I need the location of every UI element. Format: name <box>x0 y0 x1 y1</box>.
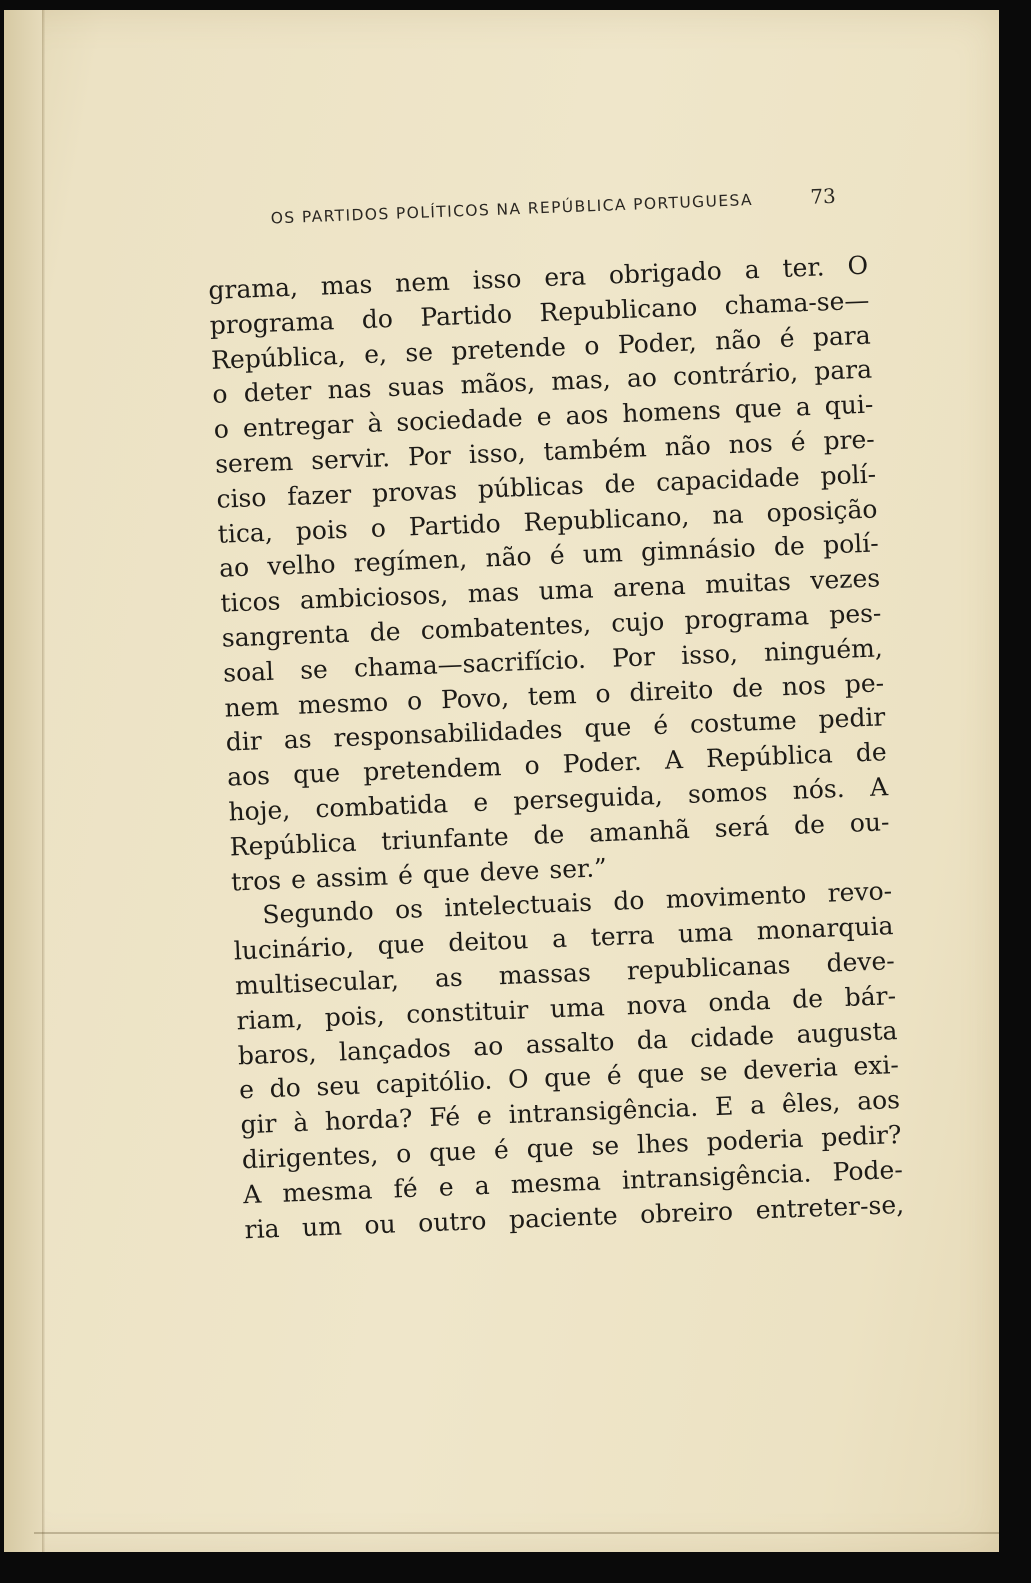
word: se <box>699 1056 729 1087</box>
word: serem <box>214 446 294 479</box>
word: nova <box>625 988 688 1021</box>
word: lucinário, <box>233 931 355 966</box>
word: nos <box>781 670 827 701</box>
word: é <box>606 1060 623 1091</box>
word: o <box>395 1138 412 1169</box>
word: nos <box>728 428 774 460</box>
word: O <box>846 250 869 281</box>
word: entregar <box>242 409 354 443</box>
word: homens <box>621 395 722 429</box>
word: isso, <box>468 437 527 470</box>
word: Povo, <box>440 682 510 714</box>
word: bár- <box>844 980 897 1012</box>
word: terra <box>590 920 655 952</box>
word: pedir <box>818 702 886 735</box>
word: à <box>366 408 383 439</box>
word: na <box>711 499 744 530</box>
word: um <box>301 1211 343 1242</box>
word: A <box>869 772 889 802</box>
word: é <box>652 710 669 741</box>
word: ser.” <box>548 852 608 884</box>
word: não <box>664 430 712 462</box>
word: assim <box>315 861 389 893</box>
running-title: OS PARTIDOS POLÍTICOS NA REPÚBLICA PORTUGUESA <box>270 190 754 228</box>
word: e <box>536 402 553 432</box>
word: gimnásio <box>640 533 757 567</box>
word: ambiciosos, <box>299 580 449 615</box>
word: riam, <box>235 1003 304 1036</box>
word: ria <box>243 1213 280 1244</box>
word: combatentes, <box>420 609 592 645</box>
word: perseguida, <box>512 780 664 816</box>
word: servir. <box>310 443 391 476</box>
word: também <box>542 433 648 467</box>
word: uma <box>538 574 594 606</box>
word: a <box>795 392 812 422</box>
word: pe- <box>844 667 885 699</box>
word: combatida <box>314 789 449 824</box>
word: Republicano <box>538 291 698 328</box>
word: é <box>397 860 414 890</box>
word: e <box>438 1171 455 1202</box>
word: amanhã <box>588 814 691 848</box>
word: que <box>734 393 783 424</box>
word: nem <box>223 691 280 723</box>
word: República <box>705 739 834 774</box>
word: responsabilidades <box>332 715 563 753</box>
body-text <box>208 249 905 1248</box>
word: paciente <box>508 1200 619 1234</box>
word: pretende <box>450 331 567 366</box>
word: do <box>361 303 394 334</box>
word: nas <box>327 374 372 405</box>
word: deve- <box>825 946 896 978</box>
word: e <box>472 787 489 818</box>
word: mesma <box>281 1175 373 1208</box>
word: da <box>636 1024 669 1055</box>
word: A <box>242 1179 262 1209</box>
word: e <box>476 1100 493 1131</box>
word: de <box>855 737 888 768</box>
word: ter. <box>782 252 826 283</box>
word: ninguém, <box>763 633 884 667</box>
word: obrigado <box>608 256 723 290</box>
word: o <box>583 330 600 361</box>
word: mas, <box>550 364 612 397</box>
word: será <box>714 811 770 843</box>
word: sociedade <box>395 403 524 437</box>
word: as <box>283 724 313 755</box>
word: isso <box>472 263 522 295</box>
word: as <box>434 962 464 993</box>
word: a <box>474 1170 491 1201</box>
word: o <box>406 685 423 716</box>
word: que <box>377 929 426 961</box>
word: República <box>229 827 357 862</box>
word: soal <box>222 656 275 688</box>
word: exi- <box>852 1050 900 1082</box>
word: mesma <box>510 1166 602 1199</box>
word: nós. <box>792 773 846 805</box>
word: é <box>493 1134 510 1165</box>
word: intransigência. <box>508 1092 699 1130</box>
word: Segundo <box>261 896 375 930</box>
word: assalto <box>525 1026 615 1059</box>
word: mas <box>467 577 520 609</box>
word: chama—sacrifício. <box>353 644 587 683</box>
word: Pode- <box>832 1154 904 1187</box>
word: um <box>582 538 624 570</box>
word: arena <box>612 571 687 603</box>
word: provas <box>371 475 458 508</box>
word: somos <box>687 776 768 809</box>
word: mãos, <box>460 367 536 400</box>
word: horda? <box>324 1103 414 1137</box>
word: de <box>793 809 826 840</box>
word: deter <box>243 376 312 409</box>
word: é <box>779 323 795 353</box>
word: República, <box>210 340 347 375</box>
word: deve <box>479 855 540 887</box>
word: à <box>292 1107 309 1138</box>
word: o <box>594 678 611 708</box>
word: intransigência. <box>621 1158 812 1195</box>
word: uma <box>549 991 606 1024</box>
word: de <box>369 616 402 647</box>
word: muitas <box>704 566 792 600</box>
word: cidade <box>689 1020 775 1053</box>
word: para <box>812 320 872 352</box>
word: A <box>664 745 684 775</box>
word: a <box>749 1090 766 1120</box>
word: deitou <box>447 925 529 958</box>
word: é <box>549 540 566 571</box>
text-block <box>205 175 905 1248</box>
word: uma <box>677 917 734 949</box>
word: fé <box>392 1173 419 1204</box>
word: dirigentes, <box>241 1139 379 1175</box>
word: que <box>636 1058 685 1090</box>
word: vezes <box>809 563 881 596</box>
word: suas <box>387 371 445 403</box>
word: e, <box>363 338 388 369</box>
word: se <box>404 336 434 368</box>
word: baros, <box>237 1037 318 1070</box>
word: O <box>507 1064 530 1095</box>
word: hoje, <box>227 795 291 827</box>
word: Por <box>407 440 452 472</box>
word: entreter-se, <box>755 1189 905 1225</box>
word: obreiro <box>639 1196 734 1229</box>
word: aos <box>856 1085 901 1116</box>
word: ticos <box>219 586 281 618</box>
word: pois <box>295 514 349 546</box>
word: que <box>428 1136 477 1168</box>
word: outro <box>417 1205 487 1238</box>
word: pedir? <box>820 1119 902 1152</box>
word: cujo <box>610 606 665 638</box>
word: de <box>731 672 764 703</box>
word: seu <box>315 1071 361 1102</box>
word: Partido <box>408 508 502 541</box>
word: programa <box>683 601 810 635</box>
word: contrário, <box>672 357 799 392</box>
word: pois, <box>324 1000 386 1032</box>
word: augusta <box>795 1015 898 1049</box>
word: o <box>211 379 229 410</box>
word: Partido <box>419 299 513 332</box>
word: Fé <box>428 1102 461 1133</box>
word: de <box>603 468 636 499</box>
word: grama, <box>207 272 299 305</box>
word: isso, <box>680 638 739 670</box>
word: e <box>290 864 307 894</box>
word: de <box>791 983 824 1014</box>
word: aos <box>226 761 271 792</box>
word: Poder. <box>562 746 643 779</box>
word: é <box>790 427 807 457</box>
word: tica, <box>217 517 274 549</box>
word: se <box>590 1130 620 1161</box>
word: qui- <box>824 389 874 421</box>
word: velho <box>266 549 337 582</box>
word: regímen, <box>353 544 468 578</box>
word: que <box>583 712 632 744</box>
word: que <box>543 1062 592 1093</box>
word: de <box>773 531 806 562</box>
word: ou- <box>849 806 890 838</box>
word: onda <box>707 985 771 1017</box>
word: do <box>269 1073 302 1104</box>
word: Republicano, <box>523 501 690 537</box>
word: de <box>532 819 565 850</box>
word: que <box>526 1132 575 1164</box>
word: tros <box>230 865 282 897</box>
word: Poder, <box>617 326 698 359</box>
word: revo- <box>827 876 893 908</box>
word: do <box>612 886 645 917</box>
word: aos <box>564 399 609 431</box>
word: tem <box>527 679 577 711</box>
word: constituir <box>405 994 529 1029</box>
word: intelectuais <box>443 888 593 923</box>
word: o <box>213 414 230 445</box>
word: êles, <box>781 1087 841 1119</box>
word: republicanas <box>626 950 791 986</box>
word: a <box>744 254 761 285</box>
word: nem <box>394 266 451 298</box>
word: oposição <box>765 494 878 528</box>
word: polí- <box>822 528 880 560</box>
word: o <box>370 512 387 543</box>
word: direito <box>628 674 714 707</box>
word: a <box>551 923 568 954</box>
word: que <box>292 758 341 790</box>
word: monarquia <box>756 911 894 946</box>
word: mas <box>320 269 373 301</box>
word: massas <box>498 957 592 991</box>
word: fazer <box>286 479 352 511</box>
word: e <box>238 1075 255 1105</box>
word: era <box>543 261 587 293</box>
word: que <box>422 857 471 889</box>
word: ciso <box>215 482 267 514</box>
word: deveria <box>742 1052 839 1086</box>
word: Por <box>611 641 656 673</box>
word: E <box>714 1091 734 1122</box>
word: gir <box>239 1109 278 1140</box>
word: não <box>484 542 533 573</box>
word: os <box>394 894 424 925</box>
word: triunfante <box>380 821 510 856</box>
word: ao <box>218 552 250 584</box>
binding-fold <box>4 10 42 1552</box>
word: multisecular, <box>234 965 400 1001</box>
word: não <box>714 324 762 356</box>
word: programa <box>209 305 335 340</box>
word: ao <box>472 1030 504 1061</box>
word: pes- <box>828 598 882 630</box>
word: mesmo <box>297 686 389 720</box>
page-number: 73 <box>809 183 837 209</box>
word: pre- <box>822 424 876 456</box>
word: polí- <box>819 459 877 491</box>
word: poderia <box>706 1123 804 1157</box>
word: para <box>813 354 873 387</box>
binding-gutter <box>42 10 45 1552</box>
word: costume <box>689 706 798 740</box>
word: lançados <box>338 1032 452 1067</box>
word: o <box>524 750 541 781</box>
word: lhes <box>636 1128 690 1160</box>
word: chama-se— <box>724 285 870 320</box>
word: dir <box>225 726 263 757</box>
word: ou <box>363 1208 397 1240</box>
word: capacidade <box>655 462 801 497</box>
word: se <box>299 654 329 685</box>
word: pretendem <box>362 752 502 787</box>
word: capitólio. <box>375 1065 493 1100</box>
page-edge <box>34 1532 999 1534</box>
word: sangrenta <box>221 618 350 653</box>
word: públicas <box>477 470 585 504</box>
word: ao <box>626 363 658 394</box>
word: movimento <box>665 879 807 915</box>
